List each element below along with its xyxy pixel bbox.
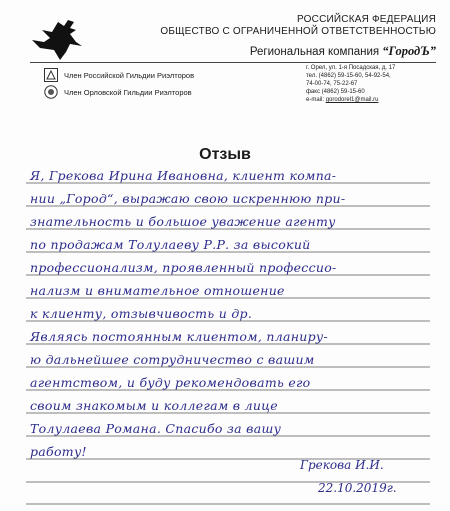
handwritten-line: по продажам Толулаеву Р.Р. за высокий: [30, 237, 311, 252]
contact-phone-2: 74-00-74, 75-22-67: [306, 81, 358, 87]
handwritten-line: агентством, и буду рекомендовать его: [30, 375, 311, 390]
handwritten-line: Являясь постоянным клиентом, планиру-: [30, 329, 328, 344]
company-prefix: Региональная компания: [249, 46, 380, 58]
guild-membership-russian: [44, 68, 194, 82]
signature-date: 22.10.2019г.: [318, 481, 397, 495]
handwritten-line: профессионализм, проявленный профессио-: [30, 260, 337, 275]
header-org-type: ОБЩЕСТВО С ОГРАНИЧЕННОЙ ОТВЕТСТВЕННОСТЬЮ: [160, 26, 436, 37]
eagle-logo-icon: [30, 12, 92, 64]
handwritten-line: нии „Город“, выражаю свою искреннюю при-: [30, 191, 346, 206]
handwritten-line: к клиенту, отзывчивость и др.: [30, 306, 253, 321]
email-label: e-mail:: [306, 97, 325, 103]
company-header: [136, 14, 436, 59]
handwritten-line: знательность и большое уважение агенту: [30, 214, 336, 229]
guild-membership-orel: [44, 85, 192, 99]
handwritten-line: ю дальнейшее сотрудничество с вашим: [30, 352, 315, 367]
handwritten-line: Я, Грекова Ирина Ивановна, клиент компа-: [30, 168, 337, 183]
document-title: Отзыв: [199, 146, 251, 163]
company-name: “ГородЪ”: [382, 44, 436, 58]
contact-phone: тел. (4862) 59-15-60, 54-92-54,: [306, 73, 391, 79]
contact-address: г. Орел, ул. 1-я Посадская, д. 17: [306, 65, 396, 71]
header-divider: [30, 62, 436, 63]
handwritten-line: своим знакомым и коллегам в лице: [30, 398, 278, 413]
email-link[interactable]: gorodorel1@mail.ru: [325, 97, 379, 103]
header-company: [136, 44, 436, 59]
handwritten-line: нализм и внимательное отношение: [30, 283, 285, 298]
header-country: РОССИЙСКАЯ ФЕДЕРАЦИЯ: [297, 14, 436, 25]
guild-round-icon: [44, 85, 58, 99]
guild-label: Член Орловской Гильдии Риэлторов: [64, 87, 192, 97]
handwritten-line: Толулаева Романа. Спасибо за вашу: [30, 421, 282, 436]
handwritten-line: работу!: [30, 444, 87, 459]
guild-label: Член Российской Гильдии Риэлторов: [64, 70, 195, 80]
signature-name: Грекова И.И.: [300, 458, 384, 472]
guild-triangle-icon: [44, 68, 58, 82]
contact-fax: факс (4862) 59-15-60: [306, 89, 365, 95]
contact-block: [306, 64, 395, 104]
contact-email: [306, 96, 395, 104]
